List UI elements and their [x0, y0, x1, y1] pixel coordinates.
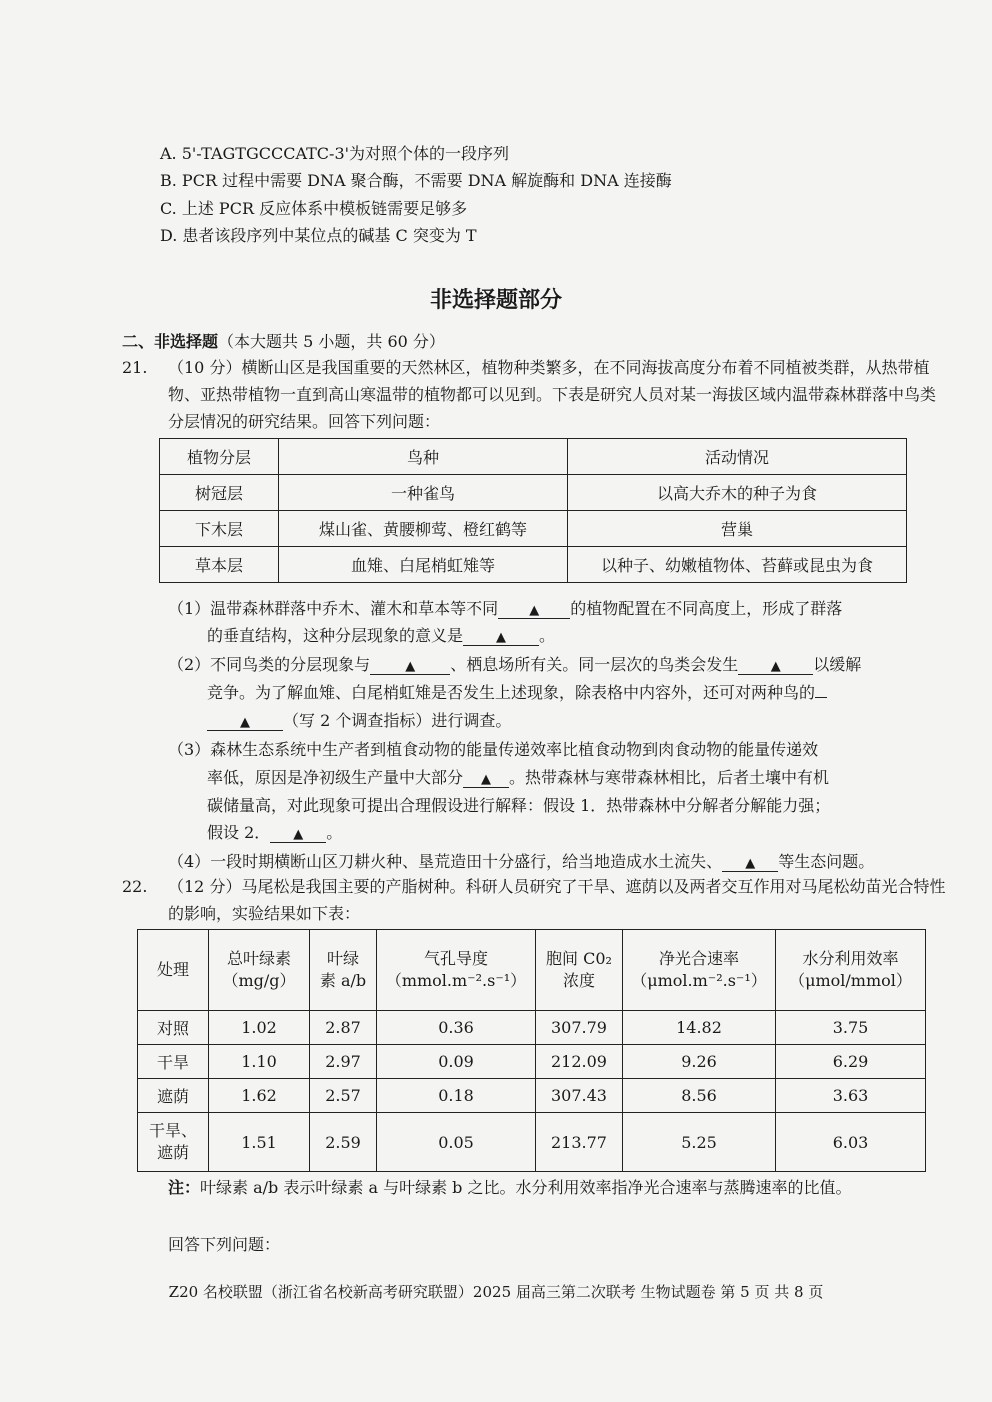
- header-line: 净光合速率: [658, 949, 739, 968]
- text: （写 2 个调查指标）进行调查。: [283, 711, 512, 730]
- text: 的垂直结构，这种分层现象的意义是: [207, 626, 464, 645]
- table-cell: 对照: [138, 1011, 209, 1045]
- table-cell: 营巢: [568, 511, 907, 547]
- blank-marker: ▲: [405, 659, 416, 674]
- text: （4）一段时期横断山区刀耕火种、垦荒造田十分盛行，给当地造成水土流失、: [168, 852, 723, 871]
- table-cell: 0.18: [377, 1079, 536, 1113]
- answer-blank: [722, 852, 778, 872]
- text: 、栖息场所有关。同一层次的鸟类会发生: [450, 655, 739, 674]
- table-cell: 草本层: [160, 547, 279, 583]
- table-cell: 2.87: [310, 1011, 377, 1045]
- table-cell: 1.62: [209, 1079, 310, 1113]
- header-line: （mg/g）: [222, 971, 296, 990]
- header-line: （mmol.m⁻².s⁻¹）: [385, 971, 527, 990]
- q20-option-d: D. 患者该段序列中某位点的碱基 C 突变为 T: [160, 226, 477, 245]
- q21-part3-line4: [207, 820, 342, 843]
- table-cell: 以高大乔木的种子为食: [568, 475, 907, 511]
- table-cell: 血雉、白尾梢虹雉等: [279, 547, 568, 583]
- table-cell: 1.02: [209, 1011, 310, 1045]
- blank-marker: ▲: [770, 659, 781, 674]
- text: 的植物配置在不同高度上，形成了群落: [570, 599, 843, 618]
- table-row: [138, 1045, 926, 1079]
- header-line: 气孔导度: [423, 949, 488, 968]
- q21-part2-line1: [168, 652, 861, 675]
- text: 竞争。为了解血雉、白尾梢虹雉是否发生上述现象，除表格中内容外，还可对两种鸟的: [207, 683, 816, 702]
- text: 等生态问题。: [778, 852, 875, 871]
- note-label: 注：: [168, 1178, 201, 1197]
- q21-number: 21.: [122, 358, 148, 377]
- header-line: 总叶绿素: [226, 949, 291, 968]
- header-line: 叶绿: [326, 949, 359, 968]
- answer-blank-start: [815, 697, 827, 698]
- q20-option-a: A. 5'-TAGTGCCCATC-3'为对照个体的一段序列: [160, 144, 510, 163]
- bird-stratification-table: [159, 438, 907, 583]
- table-cell: 以种子、幼嫩植物体、苔藓或昆虫为食: [568, 547, 907, 583]
- photosynthesis-results-table: [137, 929, 926, 1172]
- table-cell: 3.63: [776, 1079, 926, 1113]
- section-header-detail: （本大题共 5 小题，共 60 分）: [218, 332, 445, 351]
- header-line: （μmol/mmol）: [789, 971, 912, 990]
- text: 假设 2．: [207, 823, 271, 842]
- answer-blank: [738, 655, 813, 675]
- header-line: 处理: [156, 960, 189, 979]
- table-cell: 212.09: [536, 1045, 623, 1079]
- note-text: 叶绿素 a/b 表示叶绿素 a 与叶绿素 b 之比。水分利用效率指净光合速率与蒸腾速率的比值。: [200, 1178, 852, 1197]
- q21-part2-line2: [207, 680, 827, 703]
- table-header-row: [138, 930, 926, 1011]
- q22-number: 22.: [122, 877, 148, 896]
- table-note: [168, 1175, 852, 1198]
- table-header-cell: [310, 930, 377, 1011]
- blank-marker: ▲: [293, 827, 304, 842]
- table-cell: 干旱、遮荫: [138, 1113, 209, 1172]
- table-cell: 1.10: [209, 1045, 310, 1079]
- table-cell: 9.26: [623, 1045, 776, 1079]
- table-cell: 1.51: [209, 1113, 310, 1172]
- section-header-label: 二、非选择题: [122, 332, 219, 351]
- q21-part3-line2: [207, 765, 829, 788]
- text: 率低，原因是净初级生产量中大部分: [207, 768, 464, 787]
- blank-marker: ▲: [529, 603, 540, 618]
- table-cell: 下木层: [160, 511, 279, 547]
- table-header-cell: 活动情况: [568, 439, 907, 475]
- blank-marker: ▲: [240, 715, 250, 730]
- q21-part3-line3: 碳储量高，对此现象可提出合理假设进行解释：假设 1．热带森林中分解者分解能力强；: [207, 796, 831, 815]
- table-cell: 3.75: [776, 1011, 926, 1045]
- q21-part1-line1: [168, 596, 842, 619]
- q21-part4: [168, 849, 874, 872]
- q21-intro: （10 分）横断山区是我国重要的天然林区，植物种类繁多，在不同海拔高度分布着不同植被类群，从热带植物、亚热带植物一直到高山寒温带的植物都可以见到。下表是研究人员对某一海拔区域内温带森林群落中鸟类分层情况的研究结果。回答下列问题：: [168, 358, 937, 431]
- q21-part1-line2: [207, 623, 555, 646]
- answer-blank: [498, 599, 570, 619]
- table-cell: 213.77: [536, 1113, 623, 1172]
- table-header-cell: [536, 930, 623, 1011]
- header-line: 素 a/b: [319, 971, 367, 990]
- table-header-cell: [623, 930, 776, 1011]
- q20-option-b: B. PCR 过程中需要 DNA 聚合酶，不需要 DNA 解旋酶和 DNA 连接酶: [160, 171, 672, 190]
- answer-blank: [370, 655, 450, 675]
- table-header-cell: [138, 930, 209, 1011]
- table-row: [160, 475, 907, 511]
- text: （1）温带森林群落中乔木、灌木和草本等不同: [168, 599, 499, 618]
- table-row: [160, 547, 907, 583]
- header-line: （μmol.m⁻².s⁻¹）: [631, 971, 767, 990]
- table-row: [138, 1011, 926, 1045]
- table-cell: 干旱: [138, 1045, 209, 1079]
- table-cell: 一种雀鸟: [279, 475, 568, 511]
- table-cell: 307.43: [536, 1079, 623, 1113]
- section-title: 非选择题部分: [429, 288, 562, 313]
- table-header-cell: 鸟种: [279, 439, 568, 475]
- text: 。: [326, 823, 343, 842]
- table-header-cell: [776, 930, 926, 1011]
- table-header-cell: [377, 930, 536, 1011]
- table-cell: 2.59: [310, 1113, 377, 1172]
- table-row: [160, 511, 907, 547]
- text: 。热带森林与寒带森林相比，后者土壤中有机: [509, 768, 830, 787]
- table-cell: 14.82: [623, 1011, 776, 1045]
- table-header-cell: [209, 930, 310, 1011]
- blank-marker: ▲: [496, 630, 507, 645]
- table-header-row: [160, 439, 907, 475]
- table-cell: 遮荫: [138, 1079, 209, 1113]
- table-cell: 2.57: [310, 1079, 377, 1113]
- table-cell: 0.05: [377, 1113, 536, 1172]
- table-cell: 2.97: [310, 1045, 377, 1079]
- table-cell: 6.03: [776, 1113, 926, 1172]
- header-line: 浓度: [562, 971, 595, 990]
- answer-blank: [463, 768, 509, 788]
- table-cell: 8.56: [623, 1079, 776, 1113]
- table-header-cell: 植物分层: [160, 439, 279, 475]
- table-row: [138, 1079, 926, 1113]
- page-footer: Z20 名校联盟（浙江省名校新高考研究联盟）2025 届高三第二次联考 生物试题卷 第 5 页 共 8 页: [168, 1283, 824, 1301]
- table-cell: 5.25: [623, 1113, 776, 1172]
- table-cell: 0.09: [377, 1045, 536, 1079]
- q22-intro: （12 分）马尾松是我国主要的产脂树种。科研人员研究了干旱、遮荫以及两者交互作用对马尾松幼苗光合特性的影响，实验结果如下表：: [168, 877, 946, 923]
- text: （2）不同鸟类的分层现象与: [168, 655, 371, 674]
- blank-marker: ▲: [481, 772, 492, 787]
- table-cell: 6.29: [776, 1045, 926, 1079]
- table-cell: 307.79: [536, 1011, 623, 1045]
- q21-part3-line1: （3）森林生态系统中生产者到植食动物的能量传递效率比植食动物到肉食动物的能量传递效: [168, 740, 819, 759]
- table-cell: 煤山雀、黄腰柳莺、橙红鹤等: [279, 511, 568, 547]
- table-row: [138, 1113, 926, 1172]
- blank-marker: ▲: [745, 856, 756, 871]
- section-header: [122, 329, 445, 352]
- header-line: 水分利用效率: [802, 949, 899, 968]
- text: 。: [539, 626, 556, 645]
- q21-part2-line3: [207, 708, 511, 731]
- answer-blank: [207, 711, 283, 731]
- text: 以缓解: [813, 655, 862, 674]
- q22-prompt: 回答下列问题：: [168, 1235, 281, 1254]
- q20-option-c: C. 上述 PCR 反应体系中模板链需要足够多: [160, 199, 468, 218]
- table-cell: 0.36: [377, 1011, 536, 1045]
- table-cell: 树冠层: [160, 475, 279, 511]
- answer-blank: [463, 626, 539, 646]
- header-line: 胞间 C0₂: [546, 949, 612, 968]
- answer-blank: [270, 823, 326, 843]
